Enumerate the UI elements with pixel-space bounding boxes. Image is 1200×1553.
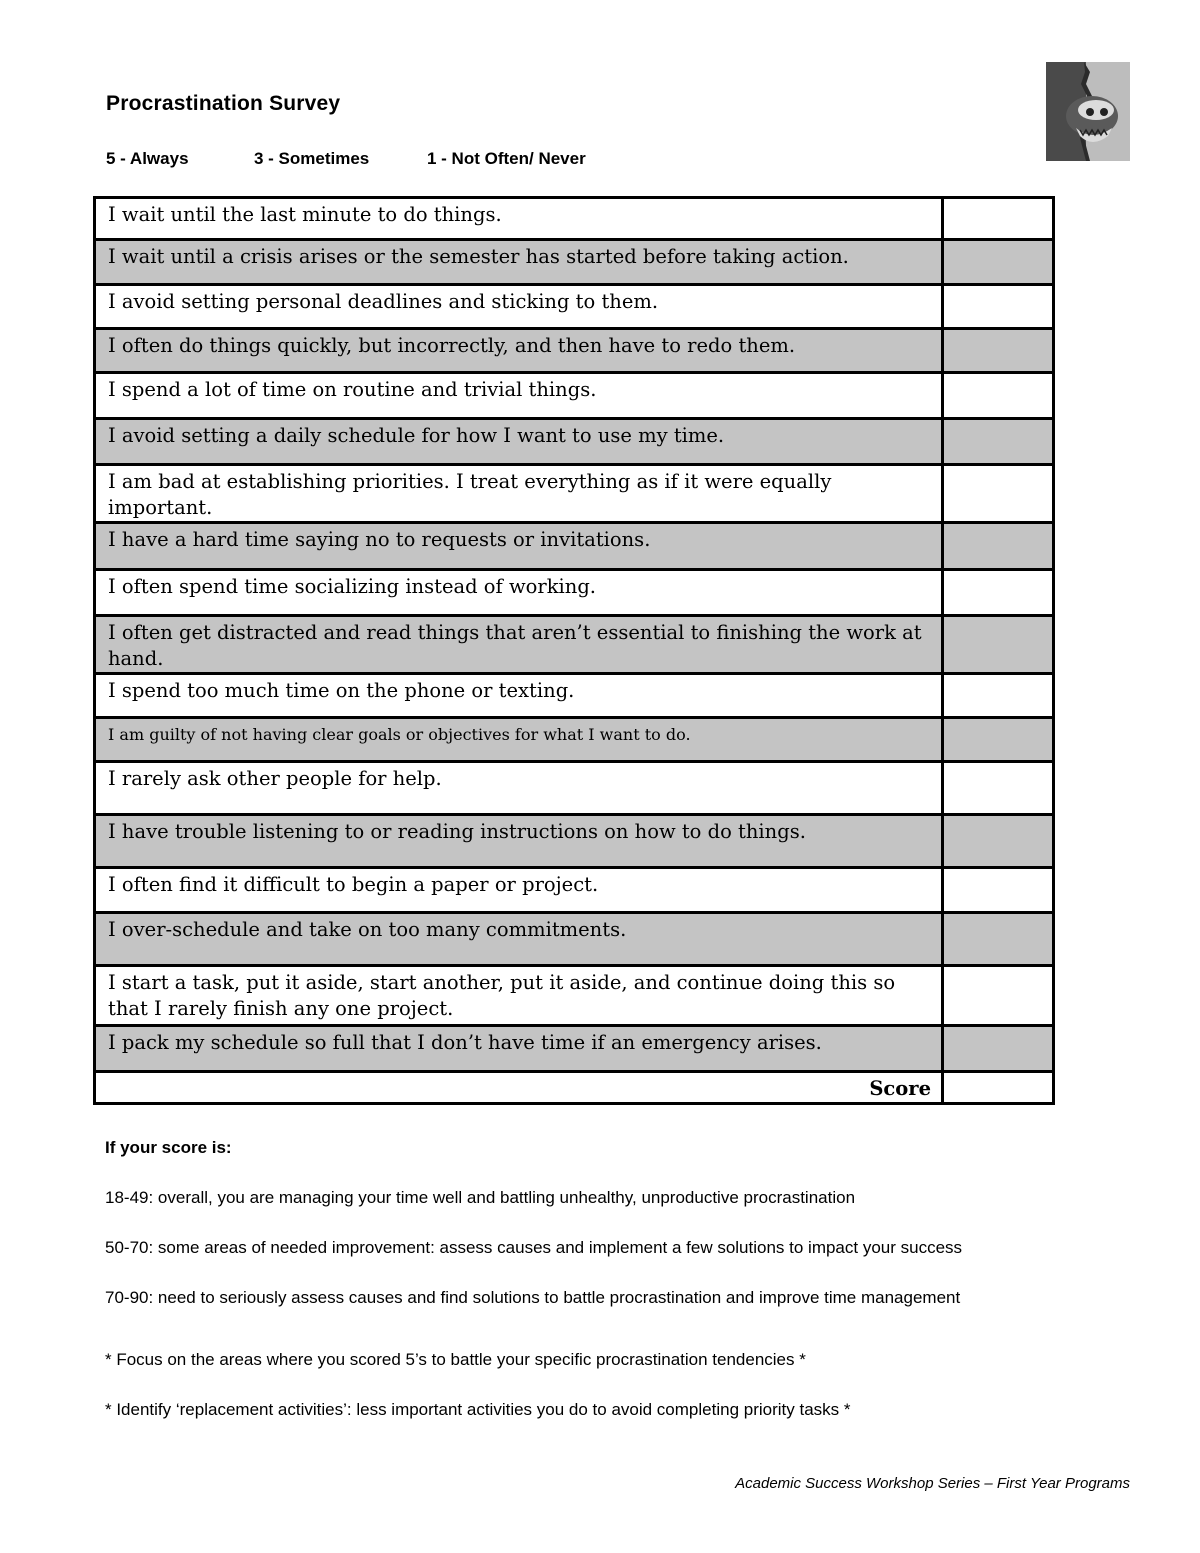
- survey-row: [95, 419, 1054, 465]
- answer-cell[interactable]: [943, 198, 1054, 240]
- scale-never: 1 - Not Often/ Never: [427, 149, 586, 168]
- page-title: Procrastination Survey: [106, 92, 341, 115]
- statement-text: I over-schedule and take on too many commitments.: [95, 913, 943, 966]
- survey-row: [95, 329, 1054, 373]
- answer-cell[interactable]: [943, 913, 1054, 966]
- answer-cell[interactable]: [943, 285, 1054, 329]
- answer-cell[interactable]: [943, 373, 1054, 419]
- answer-cell[interactable]: [943, 465, 1054, 523]
- scale-sometimes: 3 - Sometimes: [254, 149, 370, 168]
- footer-text: Academic Success Workshop Series – First Year Programs: [735, 1475, 1130, 1492]
- statement-text: I rarely ask other people for help.: [95, 762, 943, 815]
- statement-text: I start a task, put it aside, start another, put it aside, and continue doing this so that I rarely finish any one project.: [95, 966, 943, 1026]
- survey-row: [95, 868, 1054, 913]
- answer-cell[interactable]: [943, 815, 1054, 868]
- answer-cell[interactable]: [943, 419, 1054, 465]
- score-interpretation: [105, 1137, 1125, 1421]
- score-range-low: 18-49: overall, you are managing your time well and battling unhealthy, unproductive procrastination: [105, 1188, 856, 1207]
- statement-text: I often find it difficult to begin a paper or project.: [95, 868, 943, 913]
- survey-row: [95, 718, 1054, 762]
- statement-text: I wait until the last minute to do things.: [95, 198, 943, 240]
- survey-table: [93, 196, 1055, 1105]
- survey-row: [95, 674, 1054, 718]
- survey-row: [95, 762, 1054, 815]
- statement-text: I often get distracted and read things that aren’t essential to finishing the work at hand.: [95, 616, 943, 674]
- statement-text: I often do things quickly, but incorrectly, and then have to redo them.: [95, 329, 943, 373]
- survey-row: [95, 913, 1054, 966]
- scale-always: 5 - Always: [106, 149, 189, 168]
- score-cell[interactable]: [943, 1072, 1054, 1104]
- statement-text: I often spend time socializing instead of working.: [95, 570, 943, 616]
- statement-text: I spend too much time on the phone or texting.: [95, 674, 943, 718]
- survey-row: [95, 285, 1054, 329]
- survey-row: [95, 570, 1054, 616]
- score-row: [95, 1072, 1054, 1104]
- statement-text: I wait until a crisis arises or the semester has started before taking action.: [95, 240, 943, 285]
- statement-text: I avoid setting a daily schedule for how I want to use my time.: [95, 419, 943, 465]
- survey-row: [95, 198, 1054, 240]
- mascot-logo-icon: [1046, 62, 1130, 161]
- statement-text: I am guilty of not having clear goals or objectives for what I want to do.: [95, 718, 943, 762]
- survey-row: [95, 523, 1054, 570]
- answer-cell[interactable]: [943, 570, 1054, 616]
- answer-cell[interactable]: [943, 868, 1054, 913]
- statement-text: I pack my schedule so full that I don’t have time if an emergency arises.: [95, 1026, 943, 1072]
- tip-focus: * Focus on the areas where you scored 5’s to battle your specific procrastination tendencies *: [105, 1350, 806, 1369]
- statement-text: I spend a lot of time on routine and trivial things.: [95, 373, 943, 419]
- answer-cell[interactable]: [943, 240, 1054, 285]
- survey-row: [95, 373, 1054, 419]
- survey-row: [95, 465, 1054, 523]
- answer-cell[interactable]: [943, 674, 1054, 718]
- notes-heading: If your score is:: [105, 1138, 232, 1157]
- answer-cell[interactable]: [943, 523, 1054, 570]
- survey-row: [95, 966, 1054, 1026]
- answer-cell[interactable]: [943, 329, 1054, 373]
- survey-row: [95, 815, 1054, 868]
- survey-row: [95, 616, 1054, 674]
- score-label: Score: [95, 1072, 943, 1104]
- statement-text: I have trouble listening to or reading instructions on how to do things.: [95, 815, 943, 868]
- answer-cell[interactable]: [943, 616, 1054, 674]
- answer-cell[interactable]: [943, 762, 1054, 815]
- statement-text: I have a hard time saying no to requests or invitations.: [95, 523, 943, 570]
- tip-replacement: * Identify ‘replacement activities’: less important activities you do to avoid completing priority tasks *: [105, 1400, 851, 1419]
- statement-text: I am bad at establishing priorities. I treat everything as if it were equally important.: [95, 465, 943, 523]
- score-range-mid: 50-70: some areas of needed improvement: assess causes and implement a few solutions to impact your success: [105, 1238, 963, 1257]
- survey-row: [95, 240, 1054, 285]
- score-range-high: 70-90: need to seriously assess causes and find solutions to battle procrastination and improve time management: [105, 1288, 961, 1307]
- answer-cell[interactable]: [943, 718, 1054, 762]
- answer-cell[interactable]: [943, 1026, 1054, 1072]
- answer-cell[interactable]: [943, 966, 1054, 1026]
- statement-text: I avoid setting personal deadlines and sticking to them.: [95, 285, 943, 329]
- survey-row: [95, 1026, 1054, 1072]
